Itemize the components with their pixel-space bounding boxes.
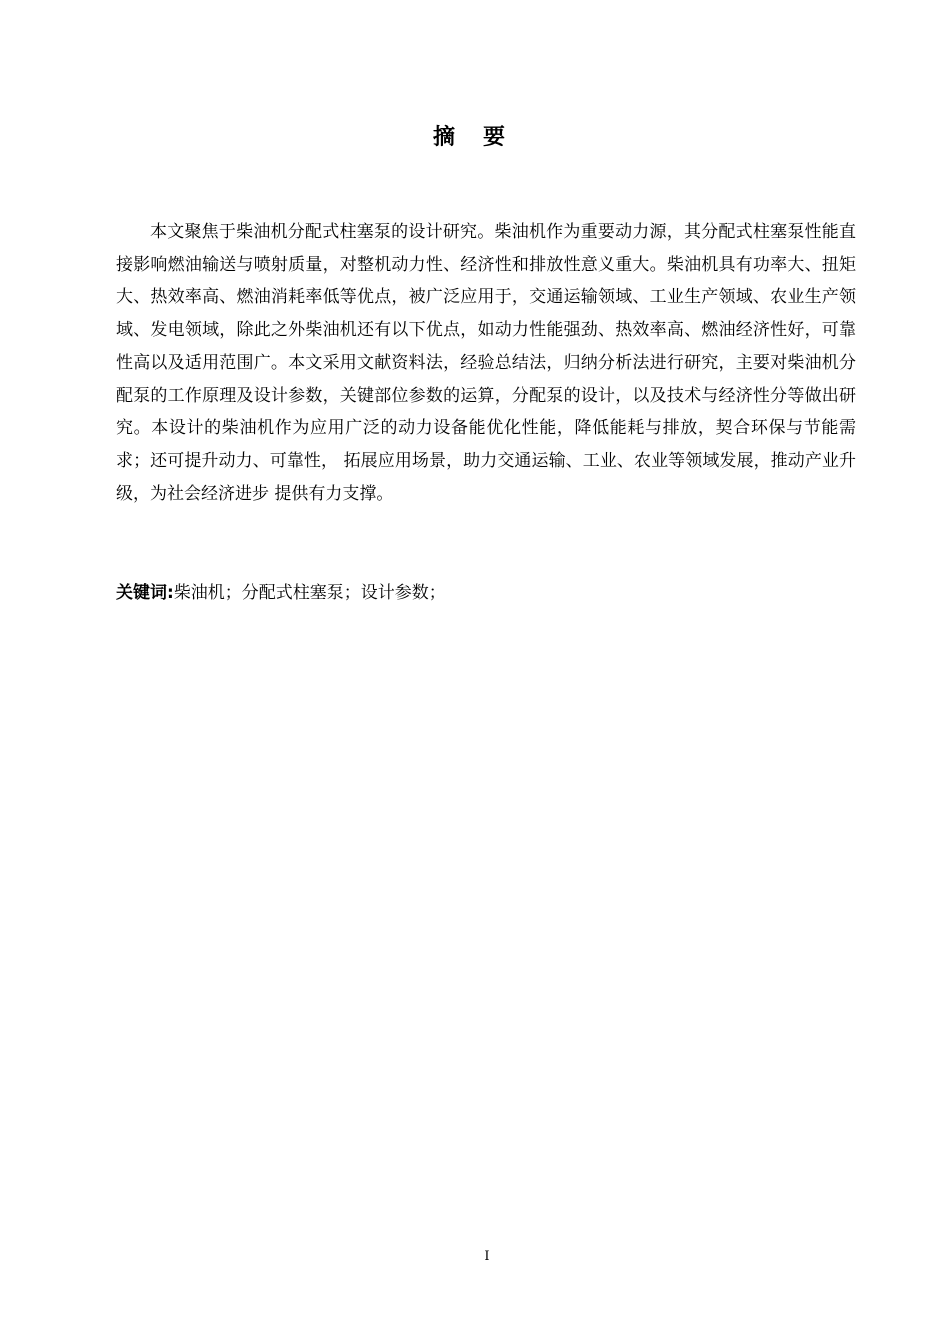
abstract-body: 本文聚焦于柴油机分配式柱塞泵的设计研究。柴油机作为重要动力源，其分配式柱塞泵性能直接影响燃油输送与喷射质量，对整机动力性、经济性和排放性意义重大。柴油机具有功率大、扭矩大、热效率高、燃油消耗率低等优点，被广泛应用于，交通运输领域、工业生产领域、农业生产领域、发电领域，除此之外柴油机还有以下优点，如动力性能强劲、热效率高、燃油经济性好，可靠性高以及适用范围广。本文采用文献资料法，经验总结法，归纳分析法进行研究，主要对柴油机分配泵的工作原理及设计参数，关键部位参数的运算，分配泵的设计，以及技术与经济性分等做出研究。本设计的柴油机作为应用广泛的动力设备能优化性能，降低能耗与排放，契合环保与节能需求；还可提升动力、可靠性， 拓展应用场景，助力交通运输、工业、农业等领域发展，推动产业升级，为社会经济进步 提供有力支撑。 <box>116 222 856 504</box>
keywords-label: 关键词: <box>116 583 174 603</box>
keywords-text: 柴油机；分配式柱塞泵；设计参数； <box>173 583 446 603</box>
keywords-line <box>116 578 856 608</box>
page-number: I <box>484 1249 490 1264</box>
abstract-title: 摘要 <box>432 125 533 150</box>
